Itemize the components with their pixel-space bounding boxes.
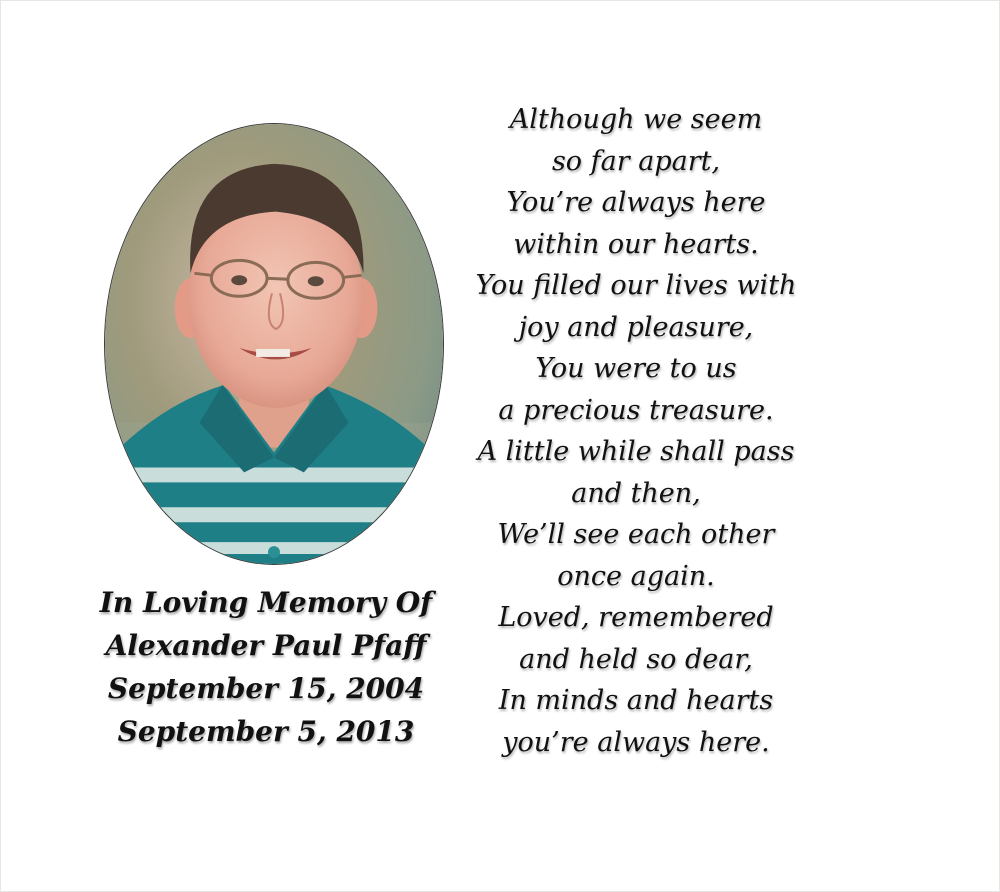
poem-line: so far apart,	[551, 145, 721, 177]
poem-line: Loved, remembered	[498, 602, 774, 633]
poem-line: a precious treasure.	[498, 394, 774, 426]
poem-line: once again.	[557, 560, 715, 592]
poem-line: and then,	[571, 477, 701, 509]
poem-line: You were to us	[535, 353, 737, 384]
birth-date: September 15, 2004	[107, 672, 425, 705]
memorial-heading: In Loving Memory Of	[99, 586, 433, 619]
poem	[431, 99, 841, 763]
poem-line: you’re always here.	[502, 726, 770, 758]
poem-line: You filled our lives with	[475, 270, 797, 301]
poem-line: A little while shall pass	[477, 436, 795, 467]
memorial-text	[56, 581, 476, 753]
poem-line: You’re always here	[506, 187, 766, 218]
death-date: September 5, 2013	[117, 715, 415, 748]
poem-line: joy and pleasure,	[518, 311, 754, 343]
poem-line: within our hearts.	[513, 228, 759, 260]
memorial-name: Alexander Paul Pfaff	[105, 629, 427, 662]
poem-line: Although we seem	[509, 104, 763, 135]
portrait-image	[105, 124, 443, 564]
poem-line: We’ll see each other	[497, 519, 775, 550]
poem-line: In minds and hearts	[498, 685, 774, 716]
portrait-photo	[104, 123, 444, 565]
poem-line: and held so dear,	[519, 643, 753, 675]
